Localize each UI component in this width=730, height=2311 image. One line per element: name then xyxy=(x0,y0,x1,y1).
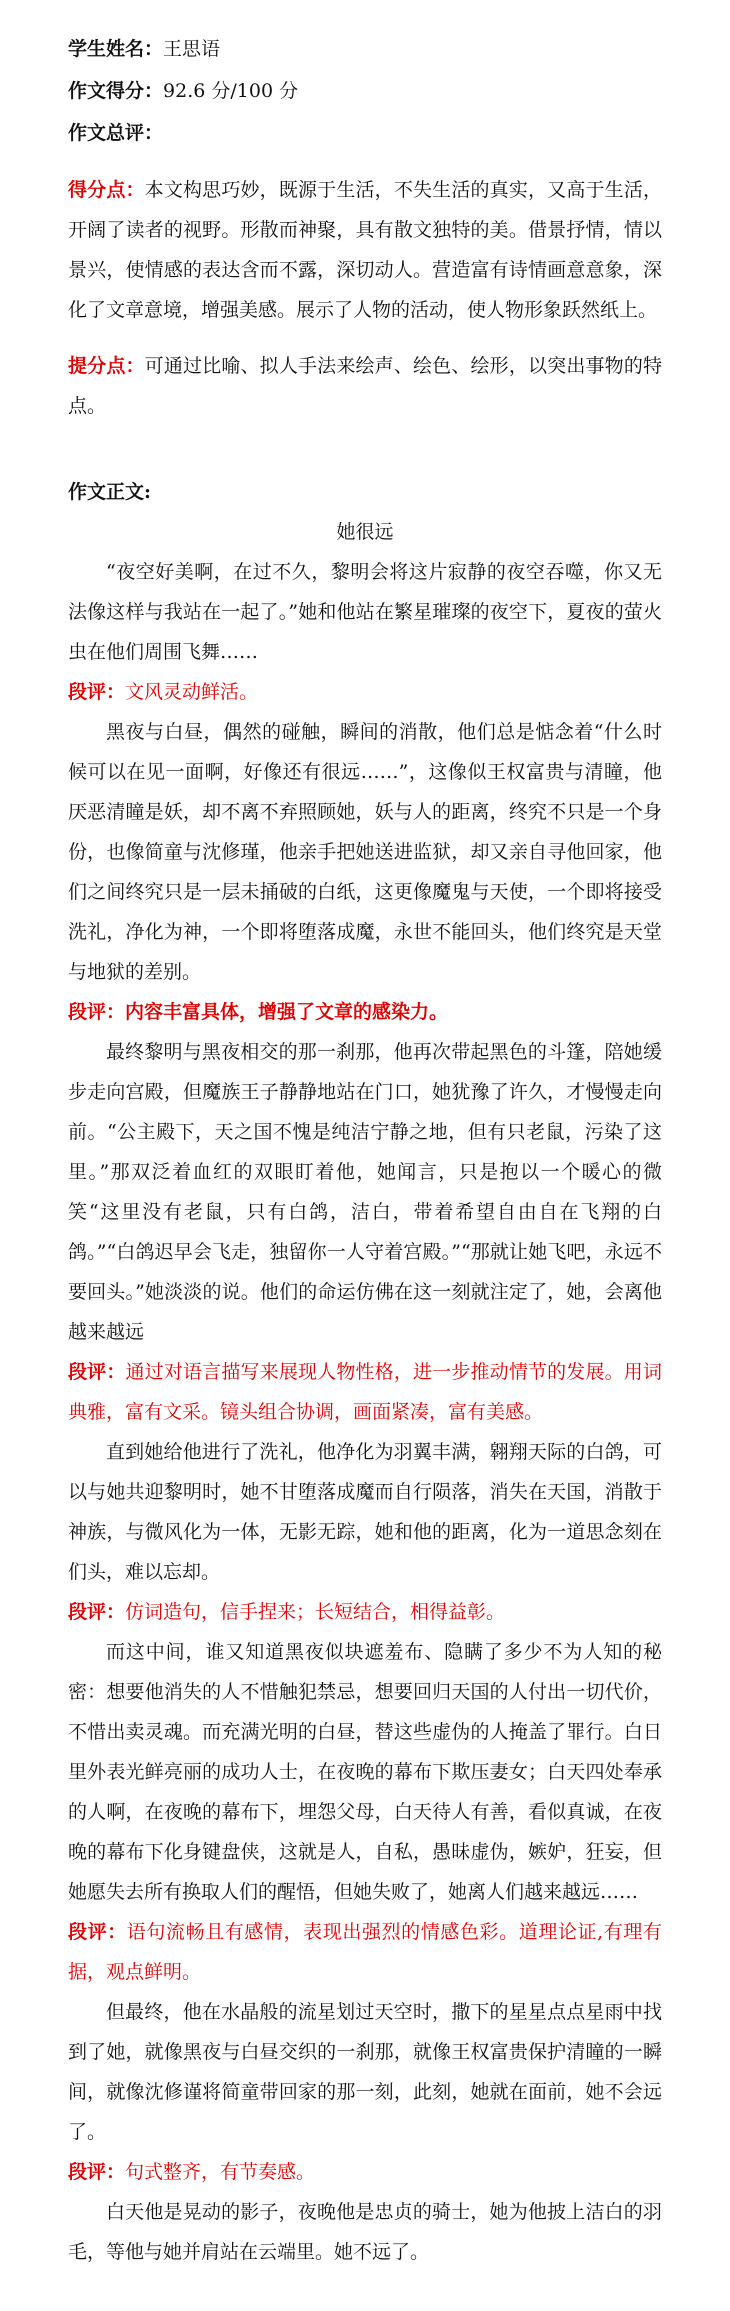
remark-text: 语句流畅且有感情，表现出强烈的情感色彩。道理论证,有理有据，观点鲜明。 xyxy=(68,1921,662,1983)
essay-paragraph-2: 黑夜与白昼，偶然的碰触，瞬间的消散，他们总是惦念着“什么时候可以在见一面啊，好像还有很远……”，这像似王权富贵与清瞳，他厌恶清瞳是妖，却不离不弃照顾她，妖与人的距离，终究不只是一个身份，也像简童与沈修瑾，他亲手把她送进监狱，却又亲自寻他回家，他们之间终究只是一层未捅破的白纸，这更像魔鬼与天使，一个即将接受洗礼，净化为神，一个即将堕落成魔，永世不能回头，他们终究是天堂与地狱的差别。 xyxy=(68,721,662,983)
overall-review-label: 作文总评： xyxy=(68,122,164,144)
remark-text: 内容丰富具体，增强了文章的感染力。 xyxy=(125,1001,449,1023)
essay-paragraph-7: 白天他是晃动的影子，夜晚他是忠贞的骑士，她为他披上洁白的羽毛，等他与她并肩站在云端里。她不远了。 xyxy=(68,2201,662,2263)
remark-label: 段评： xyxy=(68,1921,127,1943)
remark-text: 文风灵动鲜活。 xyxy=(125,681,259,703)
paragraph-remark-3 xyxy=(68,1352,662,1432)
essay-paragraph-3: 最终黎明与黑夜相交的那一刹那，他再次带起黑色的斗篷，陪她缓步走向宫殿，但魔族王子静静地站在门口，她犹豫了许久，才慢慢走向前。“公主殿下，天之国不愧是纯洁宁静之地，但有只老鼠，污染了这里。”那双泛着血红的双眼盯着他，她闻言，只是抱以一个暖心的微笑“这里没有老鼠，只有白鸽，洁白，带着希望自由自在飞翔的白鸽。”“白鸽迟早会飞走，独留你一人守着宫殿。”“那就让她飞吧，永远不要回头。”她淡淡的说。他们的命运仿佛在这一刻就注定了，她，会离他越来越远 xyxy=(68,1041,662,1343)
essay-paragraph-6: 但最终，他在水晶般的流星划过天空时，撒下的星星点点星雨中找到了她，就像黑夜与白昼交织的一刹那，就像王权富贵保护清瞳的一瞬间，就像沈修谨将简童带回家的那一刻，此刻，她就在面前，她不会远了。 xyxy=(68,2001,662,2143)
strengths-label: 得分点： xyxy=(68,179,145,201)
paragraph-remark-1 xyxy=(68,672,662,712)
essay-paragraph-1: “夜空好美啊，在过不久，黎明会将这片寂静的夜空吞噬，你又无法像这样与我站在一起了。”她和他站在繁星璀璨的夜空下，夏夜的萤火虫在他们周围飞舞…… xyxy=(68,561,662,663)
strengths-text: 本文构思巧妙，既源于生活，不失生活的真实，又高于生活，开阔了读者的视野。形散而神聚，具有散文独特的美。借景抒情，情以景兴，使情感的表达含而不露，深切动人。营造富有诗情画意意象，深化了文章意境，增强美感。展示了人物的活动，使人物形象跃然纸上。 xyxy=(68,179,662,321)
remark-label: 段评： xyxy=(68,681,126,703)
paragraph-remark-5 xyxy=(68,1912,662,1992)
suggestion-comment xyxy=(68,346,662,426)
student-name-line xyxy=(68,28,662,70)
remark-text: 仿词造句，信手捏来；长短结合，相得益彰。 xyxy=(125,1601,506,1623)
remark-text: 句式整齐，有节奏感。 xyxy=(125,2161,316,2183)
essay-score-value: 92.6 分/100 分 xyxy=(163,80,299,102)
remark-label: 段评： xyxy=(68,1361,126,1383)
essay-body-heading: 作文正文: xyxy=(68,481,152,503)
overall-review-heading-line xyxy=(68,112,662,154)
essay-title: 她很远 xyxy=(336,521,394,543)
paragraph-remark-6 xyxy=(68,2152,662,2192)
remark-label: 段评： xyxy=(68,1001,126,1023)
student-name-value: 王思语 xyxy=(163,38,221,60)
suggestion-label: 提分点： xyxy=(68,355,145,377)
essay-score-line xyxy=(68,70,662,112)
essay-score-label: 作文得分： xyxy=(68,80,164,102)
remark-label: 段评： xyxy=(68,2161,126,2183)
remark-label: 段评： xyxy=(68,1601,126,1623)
suggestion-text: 可通过比喻、拟人手法来绘声、绘色、绘形，以突出事物的特点。 xyxy=(68,355,662,417)
paragraph-remark-2 xyxy=(68,992,662,1032)
essay-paragraph-4: 直到她给他进行了洗礼，他净化为羽翼丰满，翱翔天际的白鸽，可以与她共迎黎明时，她不甘堕落成魔而自行陨落，消失在天国，消散于神族，与微风化为一体，无影无踪，她和他的距离，化为一道思念刻在们头，难以忘却。 xyxy=(68,1441,662,1583)
strengths-comment xyxy=(68,170,662,330)
remark-text: 通过对语言描写来展现人物性格，进一步推动情节的发展。用词典雅，富有文采。镜头组合协调，画面紧凑，富有美感。 xyxy=(68,1361,662,1423)
paragraph-remark-4 xyxy=(68,1592,662,1632)
essay-paragraph-5: 而这中间，谁又知道黑夜似块遮羞布、隐瞒了多少不为人知的秘密：想要他消失的人不惜触犯禁忌，想要回归天国的人付出一切代价，不惜出卖灵魂。而充满光明的白昼，替这些虚伪的人掩盖了罪行。白日里外表光鲜亮丽的成功人士，在夜晚的幕布下欺压妻女；白天四处奉承的人啊，在夜晚的幕布下，埋怨父母，白天待人有善，看似真诚，在夜晚的幕布下化身键盘侠，这就是人，自私，愚昧虚伪，嫉妒，狂妄，但她愿失去所有换取人们的醒悟，但她失败了，她离人们越来越远…… xyxy=(68,1641,662,1903)
student-name-label: 学生姓名： xyxy=(68,38,164,60)
